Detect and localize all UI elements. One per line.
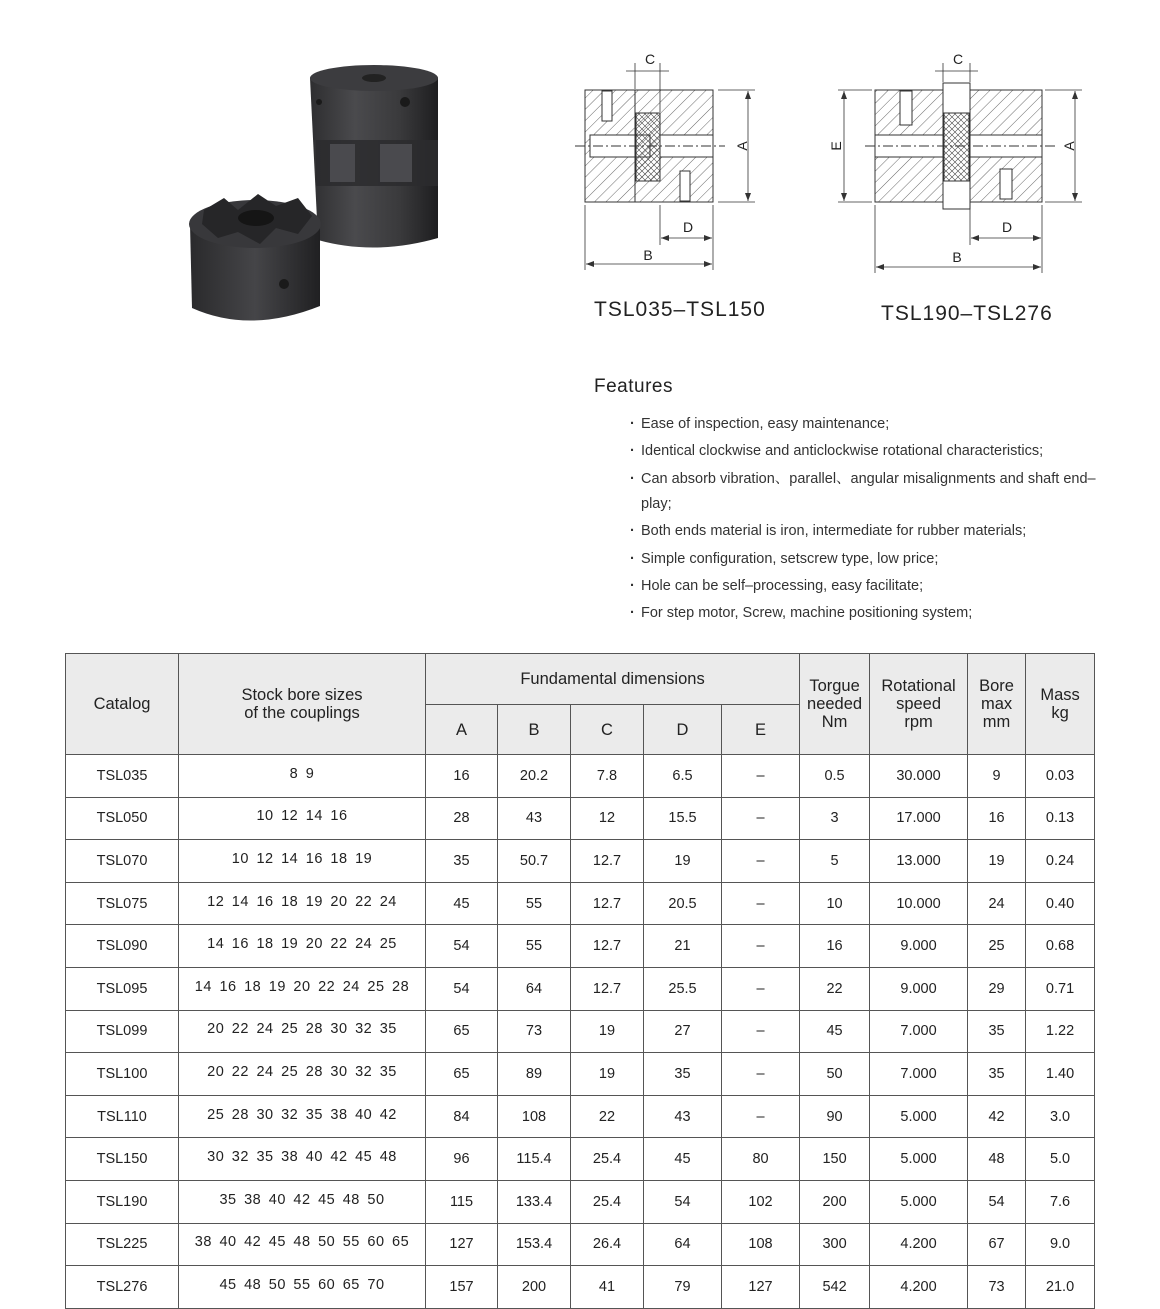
drawing-title-right: TSL190–TSL276 bbox=[881, 302, 1053, 325]
bore-max-cell: 35 bbox=[968, 1053, 1026, 1096]
bore-max-cell: 29 bbox=[968, 967, 1026, 1010]
dim-d-cell: 21 bbox=[644, 925, 722, 968]
feature-item: · Both ends material is iron, intermediate for rubber materials; bbox=[630, 519, 1100, 544]
table-row bbox=[66, 797, 1095, 840]
dim-label-a: A bbox=[734, 141, 750, 151]
dim-label-d: D bbox=[1001, 219, 1013, 235]
torque-cell: 10 bbox=[800, 882, 870, 925]
header-b: B bbox=[498, 705, 571, 755]
dim-e-cell: – bbox=[722, 882, 800, 925]
catalog-cell: TSL035 bbox=[66, 755, 179, 798]
spec-table-body bbox=[66, 755, 1095, 1309]
dim-b-cell: 89 bbox=[498, 1053, 571, 1096]
mass-cell: 9.0 bbox=[1026, 1223, 1095, 1266]
dim-a-cell: 45 bbox=[426, 882, 498, 925]
mass-cell: 0.03 bbox=[1026, 755, 1095, 798]
bore-max-cell: 19 bbox=[968, 840, 1026, 883]
dim-d-cell: 45 bbox=[644, 1138, 722, 1181]
features-heading: Features bbox=[594, 376, 673, 397]
table-row bbox=[66, 925, 1095, 968]
speed-cell: 9.000 bbox=[870, 925, 968, 968]
mass-cell: 0.68 bbox=[1026, 925, 1095, 968]
dim-c-cell: 12.7 bbox=[571, 882, 644, 925]
bore-max-cell: 9 bbox=[968, 755, 1026, 798]
dim-d-cell: 27 bbox=[644, 1010, 722, 1053]
table-row bbox=[66, 882, 1095, 925]
drawing-tsl035-tsl150 bbox=[570, 45, 770, 280]
catalog-cell: TSL225 bbox=[66, 1223, 179, 1266]
dim-d-cell: 79 bbox=[644, 1266, 722, 1309]
dim-e-cell: – bbox=[722, 797, 800, 840]
dim-e-cell: 108 bbox=[722, 1223, 800, 1266]
dim-a-cell: 84 bbox=[426, 1095, 498, 1138]
dim-d-cell: 43 bbox=[644, 1095, 722, 1138]
catalog-cell: TSL095 bbox=[66, 967, 179, 1010]
header-speed: Rotational speed rpm bbox=[870, 654, 968, 755]
mass-cell: 5.0 bbox=[1026, 1138, 1095, 1181]
dim-b-cell: 55 bbox=[498, 925, 571, 968]
dim-label-d: D bbox=[682, 219, 694, 235]
bore-max-cell: 54 bbox=[968, 1180, 1026, 1223]
dim-a-cell: 127 bbox=[426, 1223, 498, 1266]
bore-sizes-cell: 10 12 14 16 18 19 bbox=[179, 840, 426, 883]
bore-sizes-cell: 38 40 42 45 48 50 55 60 65 bbox=[179, 1223, 426, 1266]
dim-a-cell: 54 bbox=[426, 925, 498, 968]
rubber-spider bbox=[636, 113, 660, 181]
dim-a-cell: 65 bbox=[426, 1010, 498, 1053]
header-a: A bbox=[426, 705, 498, 755]
dim-c-cell: 19 bbox=[571, 1053, 644, 1096]
dim-a-cell: 115 bbox=[426, 1180, 498, 1223]
header-bore-sizes: Stock bore sizes of the couplings bbox=[179, 654, 426, 755]
header-e: E bbox=[722, 705, 800, 755]
feature-item: · Ease of inspection, easy maintenance; bbox=[630, 412, 1100, 437]
table-row bbox=[66, 1010, 1095, 1053]
table-row bbox=[66, 1223, 1095, 1266]
bore-sizes-cell: 14 16 18 19 20 22 24 25 bbox=[179, 925, 426, 968]
bore-sizes-cell: 20 22 24 25 28 30 32 35 bbox=[179, 1053, 426, 1096]
torque-cell: 22 bbox=[800, 967, 870, 1010]
speed-cell: 5.000 bbox=[870, 1180, 968, 1223]
dim-e-cell: – bbox=[722, 925, 800, 968]
catalog-cell: TSL099 bbox=[66, 1010, 179, 1053]
table-row bbox=[66, 1138, 1095, 1181]
speed-cell: 17.000 bbox=[870, 797, 968, 840]
dim-label-b: B bbox=[643, 247, 653, 263]
catalog-cell: TSL050 bbox=[66, 797, 179, 840]
dim-b-cell: 115.4 bbox=[498, 1138, 571, 1181]
dim-a-cell: 65 bbox=[426, 1053, 498, 1096]
dim-a-cell: 16 bbox=[426, 755, 498, 798]
dim-e-cell: – bbox=[722, 1095, 800, 1138]
catalog-cell: TSL276 bbox=[66, 1266, 179, 1309]
table-row bbox=[66, 1180, 1095, 1223]
bore-max-cell: 16 bbox=[968, 797, 1026, 840]
dim-e-cell: – bbox=[722, 840, 800, 883]
mass-cell: 7.6 bbox=[1026, 1180, 1095, 1223]
catalog-cell: TSL190 bbox=[66, 1180, 179, 1223]
dim-c-cell: 12.7 bbox=[571, 967, 644, 1010]
bore-max-cell: 42 bbox=[968, 1095, 1026, 1138]
dim-b-cell: 153.4 bbox=[498, 1223, 571, 1266]
drawing-tsl190-tsl276 bbox=[820, 45, 1090, 280]
dim-c-cell: 12.7 bbox=[571, 925, 644, 968]
dim-c-cell: 12 bbox=[571, 797, 644, 840]
torque-cell: 150 bbox=[800, 1138, 870, 1181]
catalog-cell: TSL110 bbox=[66, 1095, 179, 1138]
torque-cell: 90 bbox=[800, 1095, 870, 1138]
dim-a-cell: 28 bbox=[426, 797, 498, 840]
table-row bbox=[66, 1266, 1095, 1309]
header-mass: Mass kg bbox=[1026, 654, 1095, 755]
coupling-product-photo bbox=[180, 58, 450, 328]
bore-sizes-cell: 45 48 50 55 60 65 70 bbox=[179, 1266, 426, 1309]
mass-cell: 0.71 bbox=[1026, 967, 1095, 1010]
torque-cell: 3 bbox=[800, 797, 870, 840]
speed-cell: 9.000 bbox=[870, 967, 968, 1010]
bore-sizes-cell: 20 22 24 25 28 30 32 35 bbox=[179, 1010, 426, 1053]
torque-cell: 200 bbox=[800, 1180, 870, 1223]
mass-cell: 3.0 bbox=[1026, 1095, 1095, 1138]
dim-e-cell: – bbox=[722, 755, 800, 798]
dim-e-cell: 127 bbox=[722, 1266, 800, 1309]
features-list bbox=[630, 412, 1100, 629]
header-fundamental-dimensions: Fundamental dimensions bbox=[426, 654, 800, 705]
dim-b-cell: 55 bbox=[498, 882, 571, 925]
spec-table bbox=[65, 653, 1095, 1309]
torque-cell: 300 bbox=[800, 1223, 870, 1266]
dim-a-cell: 54 bbox=[426, 967, 498, 1010]
dim-c-cell: 12.7 bbox=[571, 840, 644, 883]
bore-max-cell: 25 bbox=[968, 925, 1026, 968]
dim-label-b: B bbox=[952, 249, 962, 265]
feature-item: · For step motor, Screw, machine positioning system; bbox=[630, 601, 1100, 626]
dim-c-cell: 25.4 bbox=[571, 1138, 644, 1181]
dim-d-cell: 54 bbox=[644, 1180, 722, 1223]
speed-cell: 4.200 bbox=[870, 1266, 968, 1309]
dim-b-cell: 43 bbox=[498, 797, 571, 840]
dim-d-cell: 64 bbox=[644, 1223, 722, 1266]
dim-d-cell: 35 bbox=[644, 1053, 722, 1096]
bore-sizes-cell: 35 38 40 42 45 48 50 bbox=[179, 1180, 426, 1223]
bore-sizes-cell: 30 32 35 38 40 42 45 48 bbox=[179, 1138, 426, 1181]
table-row bbox=[66, 1095, 1095, 1138]
torque-cell: 0.5 bbox=[800, 755, 870, 798]
dim-e-cell: – bbox=[722, 1053, 800, 1096]
feature-item: · Simple configuration, setscrew type, low price; bbox=[630, 547, 1100, 572]
dim-label-c: C bbox=[952, 51, 964, 67]
dim-d-cell: 15.5 bbox=[644, 797, 722, 840]
bore-max-cell: 73 bbox=[968, 1266, 1026, 1309]
dim-c-cell: 25.4 bbox=[571, 1180, 644, 1223]
mass-cell: 21.0 bbox=[1026, 1266, 1095, 1309]
mass-cell: 0.13 bbox=[1026, 797, 1095, 840]
dim-a-cell: 35 bbox=[426, 840, 498, 883]
dim-e-cell: – bbox=[722, 1010, 800, 1053]
dim-e-cell: 102 bbox=[722, 1180, 800, 1223]
dim-b-cell: 64 bbox=[498, 967, 571, 1010]
dim-b-cell: 50.7 bbox=[498, 840, 571, 883]
header-d: D bbox=[644, 705, 722, 755]
dim-label-a: A bbox=[1061, 141, 1077, 151]
dim-e-cell: 80 bbox=[722, 1138, 800, 1181]
dim-a-cell: 96 bbox=[426, 1138, 498, 1181]
mass-cell: 0.24 bbox=[1026, 840, 1095, 883]
mass-cell: 1.40 bbox=[1026, 1053, 1095, 1096]
dim-b-cell: 73 bbox=[498, 1010, 571, 1053]
speed-cell: 13.000 bbox=[870, 840, 968, 883]
bore-max-cell: 48 bbox=[968, 1138, 1026, 1181]
dim-label-c: C bbox=[644, 51, 656, 67]
torque-cell: 16 bbox=[800, 925, 870, 968]
mass-cell: 1.22 bbox=[1026, 1010, 1095, 1053]
speed-cell: 4.200 bbox=[870, 1223, 968, 1266]
dim-d-cell: 19 bbox=[644, 840, 722, 883]
speed-cell: 30.000 bbox=[870, 755, 968, 798]
dim-b-cell: 133.4 bbox=[498, 1180, 571, 1223]
header-c: C bbox=[571, 705, 644, 755]
torque-cell: 45 bbox=[800, 1010, 870, 1053]
catalog-cell: TSL075 bbox=[66, 882, 179, 925]
dim-b-cell: 20.2 bbox=[498, 755, 571, 798]
dim-c-cell: 41 bbox=[571, 1266, 644, 1309]
feature-item: · Can absorb vibration、parallel、angular misalignments and shaft end–play; bbox=[630, 467, 1100, 517]
dim-d-cell: 20.5 bbox=[644, 882, 722, 925]
torque-cell: 5 bbox=[800, 840, 870, 883]
header-catalog: Catalog bbox=[66, 654, 179, 755]
header-torque: Torgue needed Nm bbox=[800, 654, 870, 755]
bore-max-cell: 67 bbox=[968, 1223, 1026, 1266]
drawing-title-left: TSL035–TSL150 bbox=[594, 298, 766, 321]
table-row bbox=[66, 755, 1095, 798]
feature-item: · Identical clockwise and anticlockwise rotational characteristics; bbox=[630, 439, 1100, 464]
catalog-cell: TSL100 bbox=[66, 1053, 179, 1096]
bore-sizes-cell: 10 12 14 16 bbox=[179, 797, 426, 840]
catalog-cell: TSL070 bbox=[66, 840, 179, 883]
catalog-cell: TSL090 bbox=[66, 925, 179, 968]
dim-c-cell: 26.4 bbox=[571, 1223, 644, 1266]
bore-sizes-cell: 8 9 bbox=[179, 755, 426, 798]
dim-c-cell: 19 bbox=[571, 1010, 644, 1053]
dim-b-cell: 108 bbox=[498, 1095, 571, 1138]
catalog-cell: TSL150 bbox=[66, 1138, 179, 1181]
dim-d-cell: 6.5 bbox=[644, 755, 722, 798]
bore-sizes-cell: 14 16 18 19 20 22 24 25 28 bbox=[179, 967, 426, 1010]
bore-sizes-cell: 12 14 16 18 19 20 22 24 bbox=[179, 882, 426, 925]
dim-label-e: E bbox=[828, 141, 844, 151]
dim-c-cell: 7.8 bbox=[571, 755, 644, 798]
rubber-spider bbox=[944, 113, 969, 181]
speed-cell: 5.000 bbox=[870, 1095, 968, 1138]
dim-a-cell: 157 bbox=[426, 1266, 498, 1309]
dim-c-cell: 22 bbox=[571, 1095, 644, 1138]
feature-item: · Hole can be self–processing, easy facilitate; bbox=[630, 574, 1100, 599]
dim-b-cell: 200 bbox=[498, 1266, 571, 1309]
speed-cell: 5.000 bbox=[870, 1138, 968, 1181]
dim-e-cell: – bbox=[722, 967, 800, 1010]
table-row bbox=[66, 967, 1095, 1010]
table-row bbox=[66, 840, 1095, 883]
header-bore-max: Bore max mm bbox=[968, 654, 1026, 755]
torque-cell: 542 bbox=[800, 1266, 870, 1309]
bore-sizes-cell: 25 28 30 32 35 38 40 42 bbox=[179, 1095, 426, 1138]
speed-cell: 10.000 bbox=[870, 882, 968, 925]
mass-cell: 0.40 bbox=[1026, 882, 1095, 925]
bore-max-cell: 24 bbox=[968, 882, 1026, 925]
speed-cell: 7.000 bbox=[870, 1010, 968, 1053]
speed-cell: 7.000 bbox=[870, 1053, 968, 1096]
bore-max-cell: 35 bbox=[968, 1010, 1026, 1053]
table-row bbox=[66, 1053, 1095, 1096]
dim-d-cell: 25.5 bbox=[644, 967, 722, 1010]
torque-cell: 50 bbox=[800, 1053, 870, 1096]
